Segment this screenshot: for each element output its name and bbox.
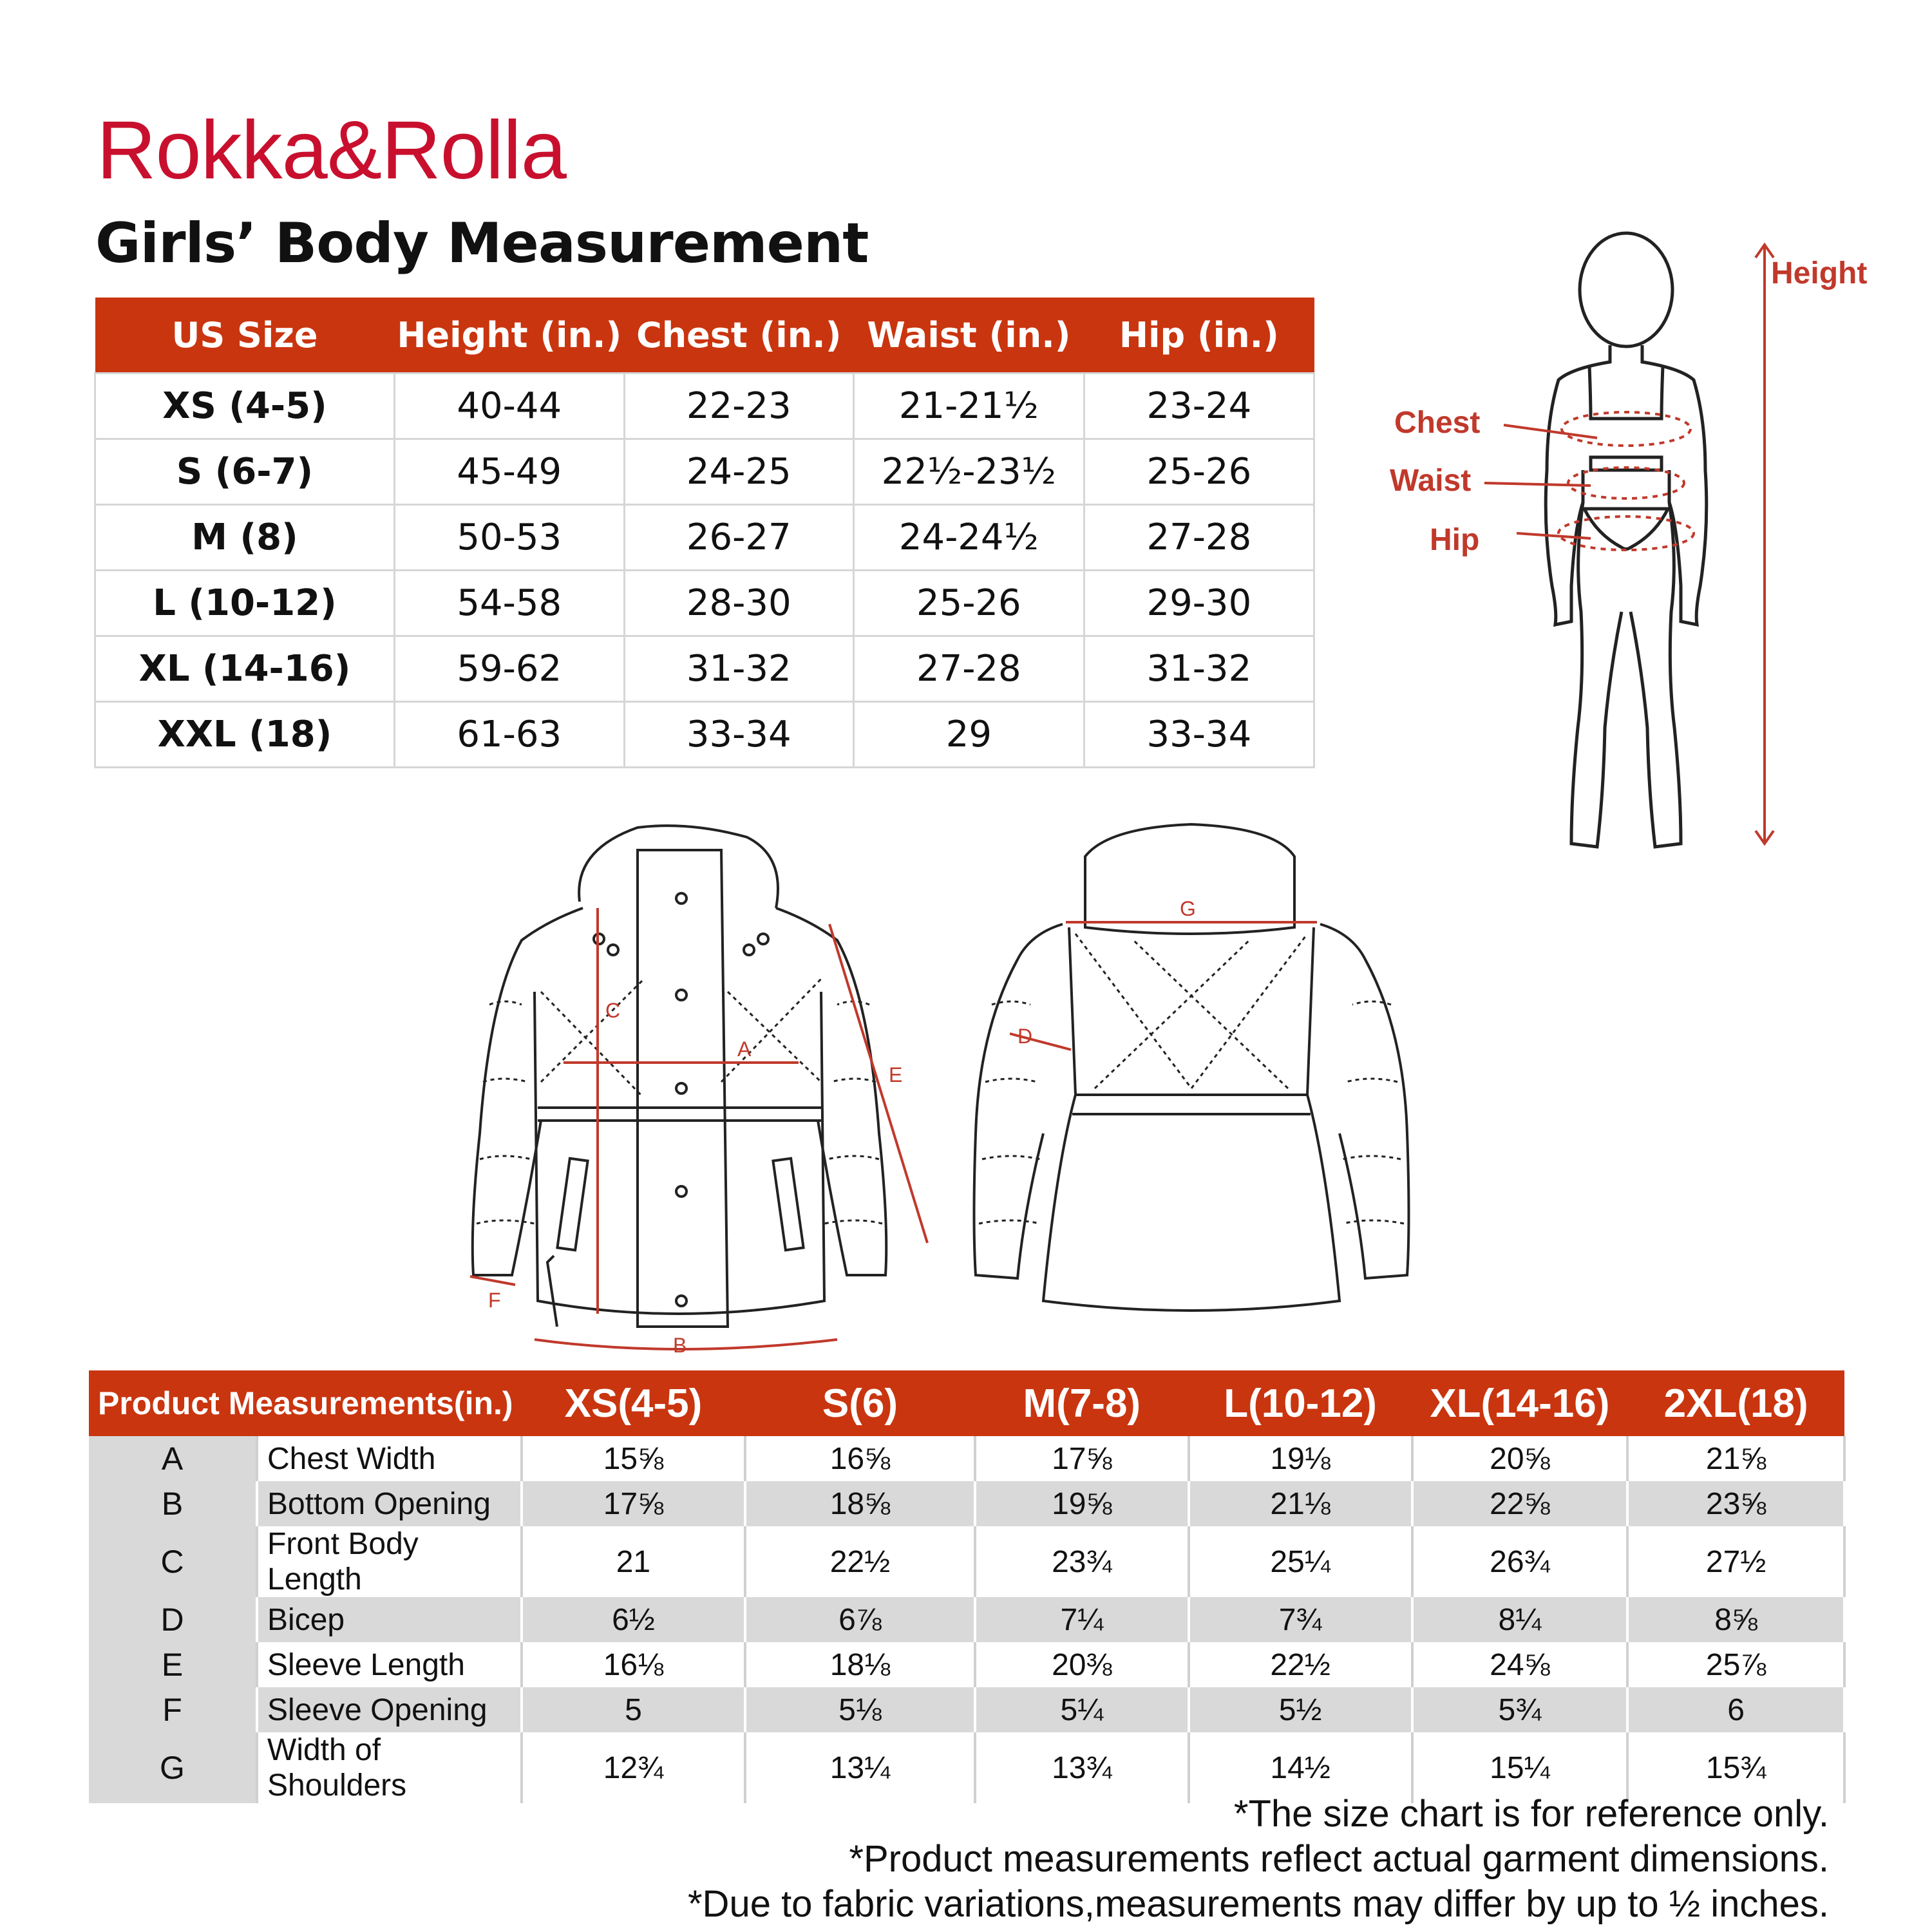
table-row: [89, 1481, 1844, 1526]
table-header-row: [89, 1370, 1844, 1436]
label-c: C: [605, 999, 621, 1022]
hip-cell: 29-30: [1084, 571, 1314, 636]
waist-cell: 27-28: [853, 636, 1084, 702]
size-cell: L (10-12): [95, 571, 395, 636]
value-cell: 5: [522, 1687, 745, 1732]
page-title: Girls’ Body Measurement: [95, 211, 869, 276]
value-cell: 25⅞: [1627, 1642, 1844, 1687]
column-header: Height (in.): [394, 298, 624, 374]
product-measurements-table: [89, 1370, 1846, 1803]
note-garment: *Product measurements reflect actual garment dimensions.: [849, 1838, 1829, 1880]
body-figure-diagram: [1378, 225, 1868, 857]
height-cell: 45-49: [394, 439, 624, 505]
value-cell: 22½: [1189, 1642, 1412, 1687]
row-letter: B: [89, 1481, 257, 1526]
size-header: L(10-12): [1189, 1370, 1412, 1436]
table-row: [95, 505, 1314, 571]
hip-cell: 27-28: [1084, 505, 1314, 571]
value-cell: 24⅝: [1412, 1642, 1628, 1687]
value-cell: 16⅛: [522, 1642, 745, 1687]
label-g: G: [1180, 897, 1196, 920]
row-letter: C: [89, 1526, 257, 1597]
value-cell: 21⅛: [1189, 1481, 1412, 1526]
row-name: Bicep: [257, 1597, 522, 1642]
value-cell: 12¾: [522, 1732, 745, 1803]
row-name: Front Body Length: [257, 1526, 522, 1597]
label-a: A: [737, 1037, 752, 1061]
value-cell: 20⅜: [975, 1642, 1189, 1687]
value-cell: 22½: [745, 1526, 975, 1597]
value-cell: 20⅝: [1412, 1436, 1628, 1481]
hip-cell: 33-34: [1084, 702, 1314, 768]
column-header: Waist (in.): [853, 298, 1084, 374]
table-row: [95, 702, 1314, 768]
label-f: F: [488, 1289, 501, 1312]
size-cell: XL (14-16): [95, 636, 395, 702]
row-name: Sleeve Opening: [257, 1687, 522, 1732]
hip-cell: 31-32: [1084, 636, 1314, 702]
table-header-row: [95, 298, 1314, 374]
value-cell: 16⅝: [745, 1436, 975, 1481]
note-variation: *Due to fabric variations,measurements may differ by up to ½ inches.: [687, 1883, 1829, 1925]
table-row: [89, 1597, 1844, 1642]
jacket-front-view: [473, 826, 887, 1327]
waist-cell: 21-21½: [853, 374, 1084, 439]
value-cell: 27½: [1627, 1526, 1844, 1597]
waist-label: Waist: [1390, 464, 1472, 498]
value-cell: 5¼: [975, 1687, 1189, 1732]
row-name: Sleeve Length: [257, 1642, 522, 1687]
size-cell: M (8): [95, 505, 395, 571]
waist-cell: 22½-23½: [853, 439, 1084, 505]
size-header: 2XL(18): [1627, 1370, 1844, 1436]
table-row: [95, 571, 1314, 636]
value-cell: 21⅝: [1627, 1436, 1844, 1481]
size-header: XS(4-5): [522, 1370, 745, 1436]
note-reference: *The size chart is for reference only.: [1233, 1793, 1829, 1835]
value-cell: 15⅝: [522, 1436, 745, 1481]
value-cell: 25¼: [1189, 1526, 1412, 1597]
waist-cell: 24-24½: [853, 505, 1084, 571]
size-header: M(7-8): [975, 1370, 1189, 1436]
value-cell: 21: [522, 1526, 745, 1597]
body-outline: [1546, 233, 1707, 847]
chest-cell: 22-23: [624, 374, 853, 439]
waist-cell: 29: [853, 702, 1084, 768]
value-cell: 5⅛: [745, 1687, 975, 1732]
height-label: Height: [1771, 256, 1868, 290]
jacket-diagram: [451, 811, 1417, 1365]
chest-cell: 26-27: [624, 505, 853, 571]
table-row: [89, 1436, 1844, 1481]
value-cell: 19⅝: [975, 1481, 1189, 1526]
label-d: D: [1018, 1025, 1033, 1048]
value-cell: 7¼: [975, 1597, 1189, 1642]
row-name: Chest Width: [257, 1436, 522, 1481]
row-name: Bottom Opening: [257, 1481, 522, 1526]
row-name: Width of Shoulders: [257, 1732, 522, 1803]
chest-cell: 31-32: [624, 636, 853, 702]
value-cell: 17⅝: [975, 1436, 1189, 1481]
row-letter: A: [89, 1436, 257, 1481]
chest-cell: 24-25: [624, 439, 853, 505]
chest-cell: 28-30: [624, 571, 853, 636]
hip-label: Hip: [1430, 523, 1480, 557]
row-letter: F: [89, 1687, 257, 1732]
value-cell: 8¼: [1412, 1597, 1628, 1642]
value-cell: 18⅛: [745, 1642, 975, 1687]
table-row: [89, 1687, 1844, 1732]
value-cell: 19⅛: [1189, 1436, 1412, 1481]
chest-cell: 33-34: [624, 702, 853, 768]
height-cell: 59-62: [394, 636, 624, 702]
height-cell: 50-53: [394, 505, 624, 571]
row-letter: E: [89, 1642, 257, 1687]
value-cell: 6: [1627, 1687, 1844, 1732]
value-cell: 15¼: [1412, 1732, 1628, 1803]
table-row: [95, 636, 1314, 702]
size-cell: XS (4-5): [95, 374, 395, 439]
label-e: E: [889, 1063, 903, 1086]
row-letter: G: [89, 1732, 257, 1803]
table-row: [95, 439, 1314, 505]
row-letter: D: [89, 1597, 257, 1642]
value-cell: 8⅝: [1627, 1597, 1844, 1642]
height-cell: 61-63: [394, 702, 624, 768]
height-cell: 40-44: [394, 374, 624, 439]
size-cell: S (6-7): [95, 439, 395, 505]
value-cell: 7¾: [1189, 1597, 1412, 1642]
hip-cell: 25-26: [1084, 439, 1314, 505]
size-cell: XXL (18): [95, 702, 395, 768]
column-header: Product Measurements(in.): [89, 1370, 522, 1436]
value-cell: 5¾: [1412, 1687, 1628, 1732]
column-header: US Size: [95, 298, 395, 374]
value-cell: 15¾: [1627, 1732, 1844, 1803]
chest-label: Chest: [1394, 406, 1481, 440]
size-header: S(6): [745, 1370, 975, 1436]
table-row: [95, 374, 1314, 439]
column-header: Hip (in.): [1084, 298, 1314, 374]
table-row: [89, 1642, 1844, 1687]
value-cell: 6½: [522, 1597, 745, 1642]
hip-cell: 23-24: [1084, 374, 1314, 439]
value-cell: 18⅝: [745, 1481, 975, 1526]
value-cell: 5½: [1189, 1687, 1412, 1732]
value-cell: 17⅝: [522, 1481, 745, 1526]
measure-guides: [1484, 245, 1774, 844]
value-cell: 13¾: [975, 1732, 1189, 1803]
label-b: B: [673, 1334, 687, 1357]
value-cell: 13¼: [745, 1732, 975, 1803]
value-cell: 26¾: [1412, 1526, 1628, 1597]
height-cell: 54-58: [394, 571, 624, 636]
size-header: XL(14-16): [1412, 1370, 1628, 1436]
waist-cell: 25-26: [853, 571, 1084, 636]
value-cell: 23⅝: [1627, 1481, 1844, 1526]
value-cell: 14½: [1189, 1732, 1412, 1803]
value-cell: 23¾: [975, 1526, 1189, 1597]
value-cell: 6⅞: [745, 1597, 975, 1642]
table-row: [89, 1526, 1844, 1597]
jacket-back-guides: [1010, 922, 1317, 1050]
body-measurement-table: [94, 298, 1315, 768]
brand-logo: Rokka&Rolla: [97, 104, 566, 196]
column-header: Chest (in.): [624, 298, 853, 374]
value-cell: 22⅝: [1412, 1481, 1628, 1526]
